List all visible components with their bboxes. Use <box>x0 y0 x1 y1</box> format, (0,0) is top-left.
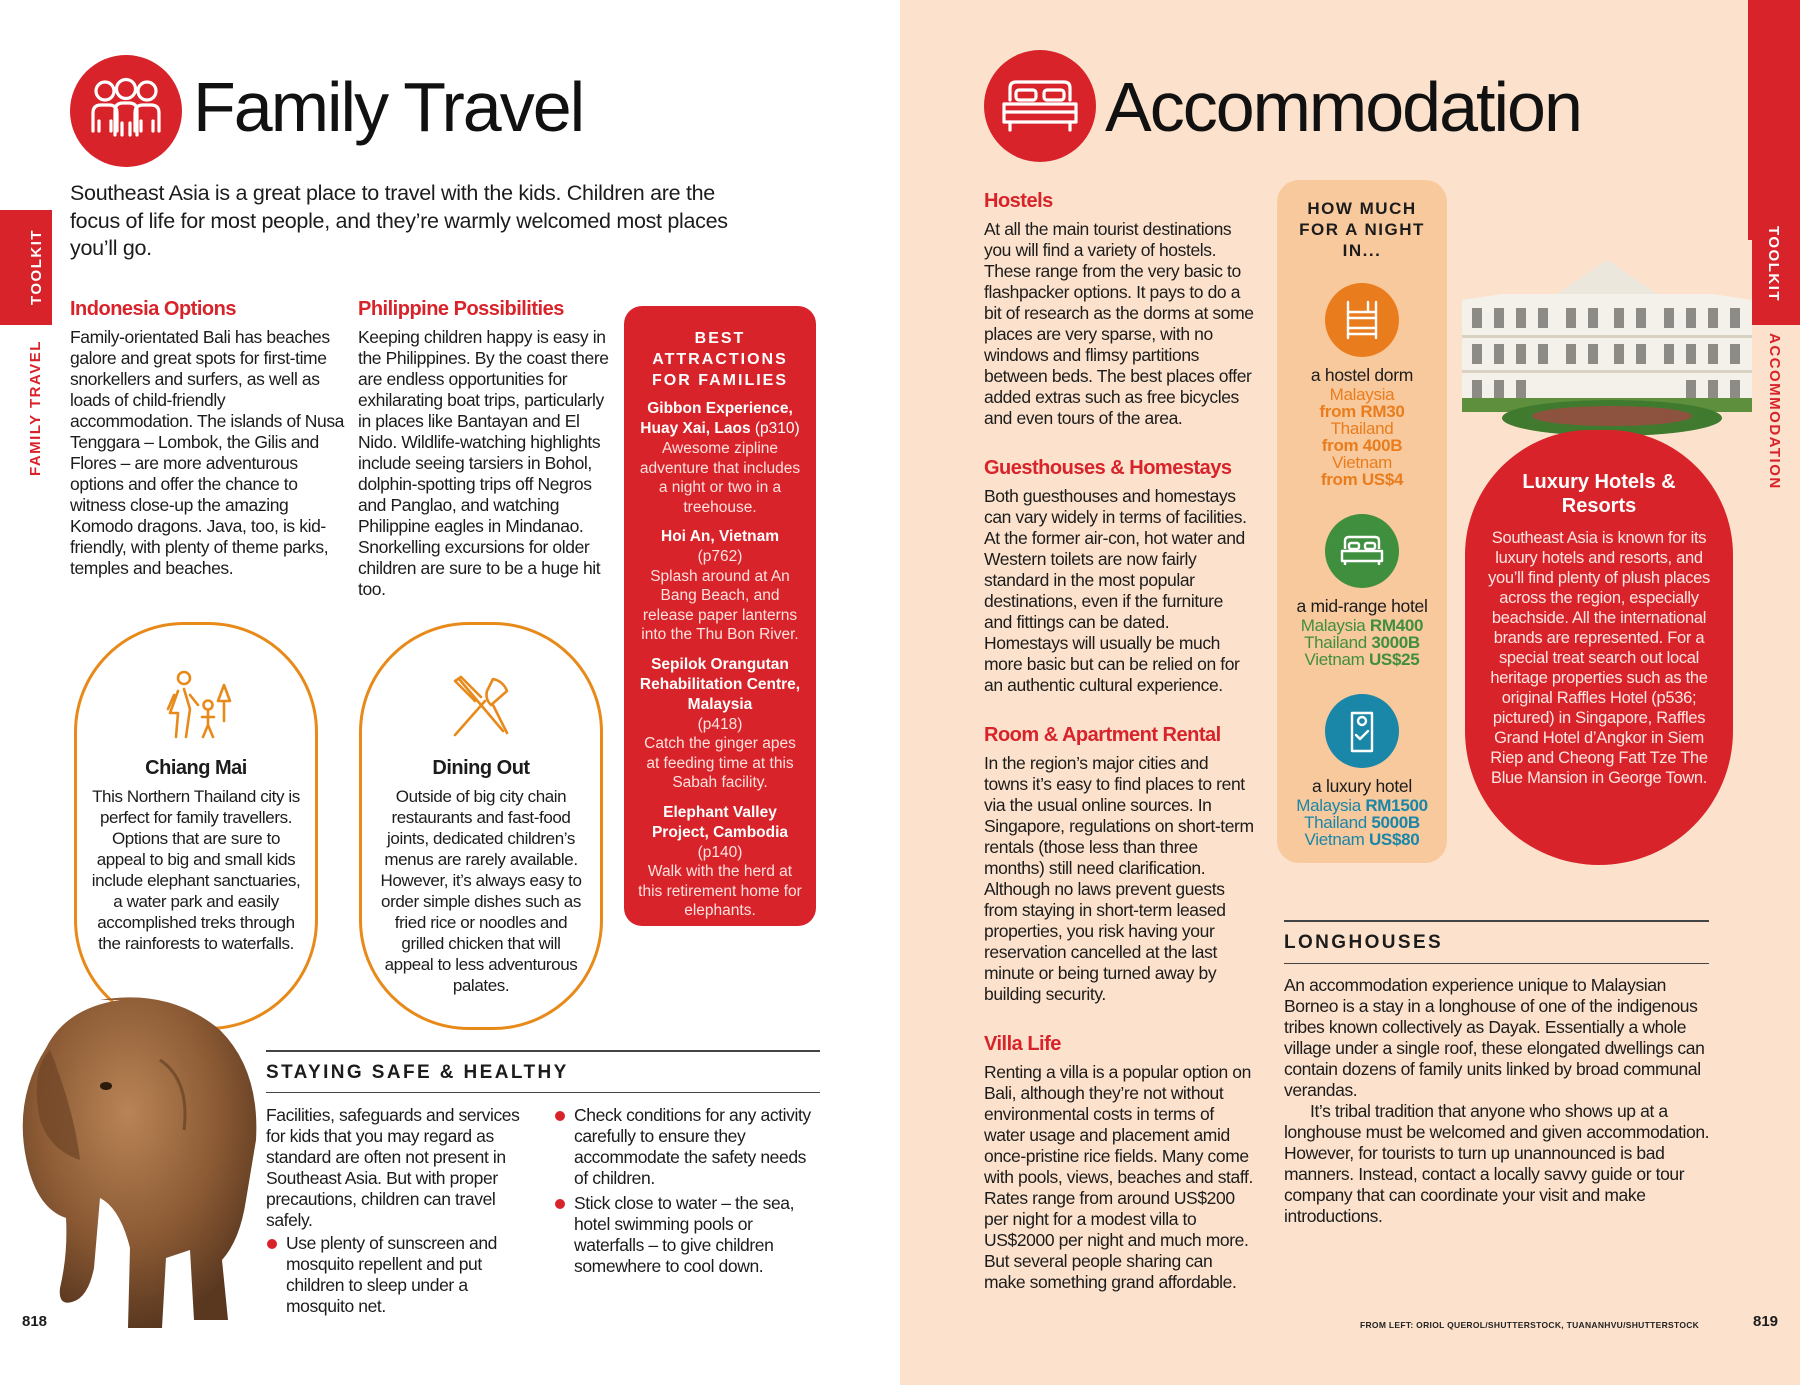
rental-body: In the region’s major cities and towns it’s easy to find places to rent via the usual online sources. In Singapore, regulations on short-term rentals (those less than three months) still need clarification. Although no laws prevent guests from staying in short-term leased properties, you risk having your reservation cancelled at the last minute or being turned away by building security. <box>984 753 1254 1004</box>
philippine-body: Keeping children happy is easy in the Philippines. By the coast there are endless opportunities for exhilarating boat trips, particularly in places like Bantayan and El Nido. Wildlife-watching highlights include seeing tarsiers in Bohol, dolphin-spotting trips off Negros and Panglao, and watching Philippine eagles in Mindanao. Snorkelling excursions for older children are sure to be a huge hit too. <box>358 327 609 599</box>
divider <box>1284 920 1709 922</box>
luxury-price-block <box>1277 694 1447 848</box>
attraction-page: (p418) <box>697 715 743 733</box>
hostel-price-block <box>1277 283 1447 488</box>
toolkit-tab-label: TOOLKIT <box>1765 226 1782 303</box>
luxury-prices <box>1277 797 1447 848</box>
door-hanger-icon <box>1325 694 1399 768</box>
attraction-name: Sepilok Orangutan Rehabilitation Centre, Malaysia <box>639 655 801 713</box>
page-title: Accommodation <box>1105 68 1581 146</box>
price-value: 5000B <box>1371 813 1420 832</box>
price-country: Thailand <box>1330 419 1394 438</box>
luxury-body: Southeast Asia is known for its luxury hotels and resorts, and you’ll find plenty of plush places across the region, especially beachside. All the international brands are represented. For a special treat search out local heritage properties such as the original Raffles Hotel (p536; pictured) in Singapore, Raffles Grand Hotel d’Angkor in Siem Riep and Cheong Fatt Tze The Blue Mansion in George Town. <box>1488 529 1710 787</box>
guesthouses-body: Both guesthouses and homestays can vary widely in terms of facilities. At the former air-con, hot water and Western toilets are now fairly standard in the most popular destinations, even if the furniture and fittings can be dated. Homestays will usually be much more basic but can be relied on for an authentic cultural experience. <box>984 486 1247 695</box>
luxury-hotels-box <box>1465 430 1733 865</box>
price-country: Thailand <box>1304 813 1367 832</box>
price-country: Vietnam <box>1304 830 1365 849</box>
page-number: 819 <box>1753 1313 1779 1330</box>
attraction-page: (p762) <box>697 548 743 565</box>
double-bed-icon <box>1325 514 1399 588</box>
luxury-label: a luxury hotel <box>1312 776 1412 796</box>
dining-out-heading: Dining Out <box>432 757 530 779</box>
safety-intro: Facilities, safeguards and services for kids that you may regard as standard are often not present in Southeast Asia. But with proper precautions, children can travel safely. <box>266 1105 520 1230</box>
price-country: Vietnam <box>1332 453 1392 472</box>
price-value: from RM30 <box>1319 402 1405 421</box>
fork-knife-icon <box>376 665 586 757</box>
divider <box>266 1050 820 1052</box>
attraction-desc: Awesome zipline adventure that includes a night or two in a treehouse. <box>639 440 801 516</box>
attraction-item <box>636 527 804 645</box>
intro-text: Southeast Asia is a great place to travel with the kids. Children are the focus of life for most people, and they’re warmly welcomed most places you’ll go. <box>70 181 728 260</box>
hostel-label: a hostel dorm <box>1310 365 1414 385</box>
attraction-page: (p310) <box>754 420 800 437</box>
price-value: RM1500 <box>1365 796 1428 815</box>
villa-heading: Villa Life <box>984 1033 1061 1055</box>
safety-left-column <box>266 1105 536 1319</box>
attraction-item <box>636 803 804 921</box>
page-number: 818 <box>22 1313 48 1330</box>
rental-heading: Room & Apartment Rental <box>984 724 1221 746</box>
dining-out-box <box>359 622 603 1030</box>
dining-out-body: Outside of big city chain restaurants and fast-food joints, dedicated children’s menus are rarely available. However, it’s always easy to order simple dishes such as fried rice or noodles and grilled chicken that will appeal to less adventurous palates. <box>380 787 582 995</box>
photo-credit: FROM LEFT: ORIOL QUEROL/SHUTTERSTOCK, TUANANHVU/SHUTTERSTOCK <box>1360 1320 1700 1330</box>
philippine-section <box>358 298 613 600</box>
bed-icon <box>984 50 1096 162</box>
page-title: Family Travel <box>193 68 584 146</box>
family-icon <box>70 55 182 167</box>
hostels-body: At all the main tourist destinations you will find a variety of hostels. These range from the very basic to flashpacker options. It pays to do a bit of research as the dorms at some places are very sparse, with no windows and flimsy partitions between beds. The best places offer added extras such as free bicycles and even tours of the area. <box>984 219 1254 428</box>
price-value: US$25 <box>1368 650 1420 669</box>
elephant-photo <box>10 990 290 1330</box>
how-much-box <box>1277 180 1447 863</box>
raffles-hotel-photo <box>1462 240 1752 445</box>
longhouses-paragraph: It’s tribal tradition that anyone who shows up at a longhouse must be welcomed and given accommodation. However, for tourists to turn up unannounced is bad manners. Instead, contact a locally savvy guide or tour company that can coordinate your visit and make introductions. <box>1284 1101 1710 1226</box>
how-much-heading: HOW MUCH FOR A NIGHT IN... <box>1299 199 1425 260</box>
guesthouses-heading: Guesthouses & Homestays <box>984 457 1232 479</box>
indonesia-heading: Indonesia Options <box>70 298 236 320</box>
divider <box>1284 963 1709 964</box>
price-country: Malaysia <box>1300 616 1366 635</box>
attraction-name: Hoi An, Vietnam <box>661 528 779 545</box>
price-country: Vietnam <box>1304 650 1365 669</box>
safety-heading: STAYING SAFE & HEALTHY <box>266 1062 569 1083</box>
hiking-family-icon <box>91 665 301 757</box>
chiang-mai-heading: Chiang Mai <box>145 757 247 779</box>
safety-bullet: Use plenty of sunscreen and mosquito repellent and put children to sleep under a mosquito net. <box>266 1233 536 1317</box>
mid-label: a mid-range hotel <box>1296 596 1428 616</box>
hostels-heading: Hostels <box>984 190 1053 212</box>
longhouses-body <box>1284 975 1714 1227</box>
safety-bullet: Stick close to water – the sea, hotel swimming pools or waterfalls – to give children somewhere to cool down. <box>554 1193 822 1277</box>
indonesia-body: Family-orientated Bali has beaches galore and great spots for first-time snorkellers and surfers, as well as loads of child-friendly accommodation. The islands of Nusa Tenggara – Lombok, the Gilis and Flores – are more adventurous options and offer the chance to witness close-up the amazing Komodo dragons. Java, too, is kid-friendly, with plenty of theme parks, temples and beaches. <box>70 327 345 578</box>
price-value: from US$4 <box>1320 470 1404 489</box>
attraction-page: (p140) <box>697 843 743 861</box>
attraction-item <box>636 399 804 517</box>
divider <box>266 1092 820 1093</box>
accommodation-main-column <box>984 190 1254 1293</box>
mid-prices <box>1277 617 1447 668</box>
section-tab-label: ACCOMMODATION <box>1766 333 1783 490</box>
toolkit-tab-label: TOOLKIT <box>28 228 45 305</box>
hostel-prices <box>1277 386 1447 488</box>
price-value: from 400B <box>1321 436 1403 455</box>
best-attractions-heading: BEST ATTRACTIONS FOR FAMILIES <box>652 330 788 389</box>
price-country: Malaysia <box>1329 385 1395 404</box>
chiang-mai-body: This Northern Thailand city is perfect for family travellers. Options that are sure to appeal to big and small kids include elephant sanctuaries, a water park and easily accomplished treks through the rainforests to waterfalls. <box>91 787 301 953</box>
villa-body: Renting a villa is a popular option on Bali, although they’re not without environmental costs in terms of water usage and placement amid once-pristine rice fields. Many come with pools, views, beaches and staff. Rates range from around US$200 per night for a modest villa to US$2000 per night and much more. But several people sharing can make something grand affordable. <box>984 1062 1253 1292</box>
price-country: Malaysia <box>1296 796 1361 815</box>
best-attractions-box <box>624 306 816 926</box>
price-value: US$80 <box>1368 830 1420 849</box>
philippine-heading: Philippine Possibilities <box>358 298 564 320</box>
attraction-name: Gibbon Experience, Huay Xai, Laos <box>640 400 793 437</box>
price-value: 3000B <box>1371 633 1420 652</box>
price-value: RM400 <box>1369 616 1424 635</box>
luxury-heading: Luxury Hotels & Resorts <box>1522 471 1676 517</box>
price-country: Thailand <box>1304 633 1367 652</box>
attraction-item <box>636 655 804 793</box>
right-page <box>900 0 1800 1385</box>
bunk-bed-icon <box>1325 283 1399 357</box>
safety-right-column <box>554 1105 822 1279</box>
attraction-name: Elephant Valley Project, Cambodia <box>651 803 789 841</box>
attraction-desc: Walk with the herd at this retirement home for elephants. <box>638 863 802 919</box>
safety-bullet: Check conditions for any activity carefully to ensure they accommodate the safety needs of children. <box>554 1105 822 1189</box>
mid-price-block <box>1277 514 1447 668</box>
chiang-mai-box <box>74 622 318 1030</box>
section-tab-label: FAMILY TRAVEL <box>27 340 44 476</box>
attraction-desc: Splash around at An Bang Beach, and release paper lanterns into the Thu Bon River. <box>641 567 799 643</box>
longhouses-paragraph: An accommodation experience unique to Malaysian Borneo is a stay in a longhouse of one of the indigenous tribes known collectively as Dayak. Essentially a whole village under a single roof, these elongated dwellings can contain dozens of family units linked by broad communal verandas. <box>1284 975 1705 1100</box>
longhouses-heading: LONGHOUSES <box>1284 932 1444 953</box>
indonesia-section <box>70 298 345 579</box>
attraction-desc: Catch the ginger apes at feeding time at this Sabah facility. <box>644 735 796 791</box>
